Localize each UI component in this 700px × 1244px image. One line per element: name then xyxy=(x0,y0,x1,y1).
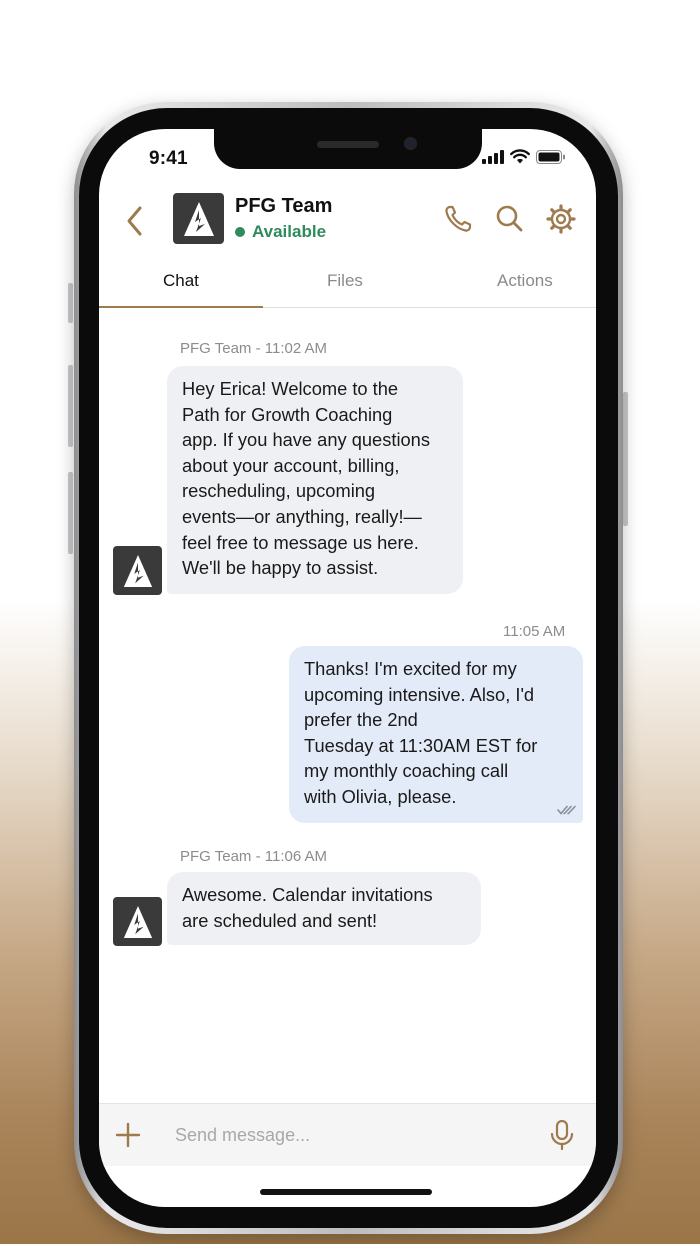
back-chevron-icon[interactable] xyxy=(121,203,147,239)
message-line: rescheduling, upcoming xyxy=(182,480,376,502)
incoming-message-bubble[interactable] xyxy=(167,366,463,594)
signal-icon xyxy=(482,150,504,164)
tab-chat[interactable]: Chat xyxy=(163,271,199,290)
sender-avatar[interactable] xyxy=(113,897,162,946)
battery-icon xyxy=(536,150,566,164)
power-button xyxy=(623,392,628,526)
mountain-logo-icon xyxy=(122,553,154,589)
sender-avatar[interactable] xyxy=(113,546,162,595)
active-tab-indicator xyxy=(99,306,263,308)
presence-label: Available xyxy=(252,222,327,241)
message-meta: PFG Team - 11:06 AM xyxy=(180,848,328,865)
message-line: Tuesday at 11:30AM EST for xyxy=(304,734,538,756)
mountain-logo-icon xyxy=(122,904,154,940)
notch xyxy=(214,129,482,169)
message-line: Path for Growth Coaching xyxy=(182,403,393,425)
outgoing-message-bubble[interactable] xyxy=(289,646,583,823)
message-line: Hey Erica! Welcome to the xyxy=(182,378,399,399)
message-input[interactable] xyxy=(175,1120,535,1150)
phone-icon[interactable] xyxy=(442,203,474,235)
status-time: 9:41 xyxy=(149,148,188,169)
tab-bar xyxy=(99,259,596,308)
message-line: We'll be happy to assist. xyxy=(182,557,379,579)
tab-files[interactable]: Files xyxy=(327,271,363,290)
message-line: events—or anything, really!— xyxy=(182,505,422,527)
message-line: feel free to message us here. xyxy=(182,531,419,553)
search-icon[interactable] xyxy=(493,203,525,235)
team-avatar[interactable] xyxy=(173,193,224,244)
phone-screen xyxy=(99,129,596,1207)
message-line: app. If you have any questions xyxy=(182,429,430,451)
chat-header xyxy=(99,189,596,259)
volume-down-button xyxy=(68,472,73,554)
plus-icon[interactable] xyxy=(113,1120,143,1150)
message-line: upcoming intensive. Also, I'd xyxy=(304,683,535,705)
tab-actions[interactable]: Actions xyxy=(497,271,553,290)
mountain-logo-icon xyxy=(182,200,216,238)
status-icons xyxy=(482,149,566,164)
message-line: prefer the 2nd xyxy=(304,709,418,731)
message-line: with Olivia, please. xyxy=(304,785,457,807)
gear-icon[interactable] xyxy=(545,203,577,235)
presence-status xyxy=(235,222,326,242)
microphone-icon[interactable] xyxy=(548,1118,576,1152)
message-line: about your account, billing, xyxy=(182,454,400,476)
message-line: are scheduled and sent! xyxy=(182,909,378,931)
message-line: Thanks! I'm excited for my xyxy=(304,658,517,679)
message-meta: PFG Team - 11:02 AM xyxy=(180,340,328,357)
speaker-grille xyxy=(317,141,379,148)
wifi-icon xyxy=(510,149,530,164)
message-line: my monthly coaching call xyxy=(304,760,509,782)
silent-switch xyxy=(68,283,73,323)
front-camera xyxy=(404,137,417,150)
message-meta: 11:05 AM xyxy=(503,623,566,640)
volume-up-button xyxy=(68,365,73,447)
incoming-message-bubble[interactable] xyxy=(167,872,481,945)
message-line: Awesome. Calendar invitations xyxy=(182,884,433,905)
presence-dot xyxy=(235,227,245,237)
double-check-icon xyxy=(557,805,577,815)
message-composer xyxy=(99,1103,596,1166)
home-indicator[interactable] xyxy=(260,1189,432,1195)
chat-title: PFG Team xyxy=(235,195,333,217)
